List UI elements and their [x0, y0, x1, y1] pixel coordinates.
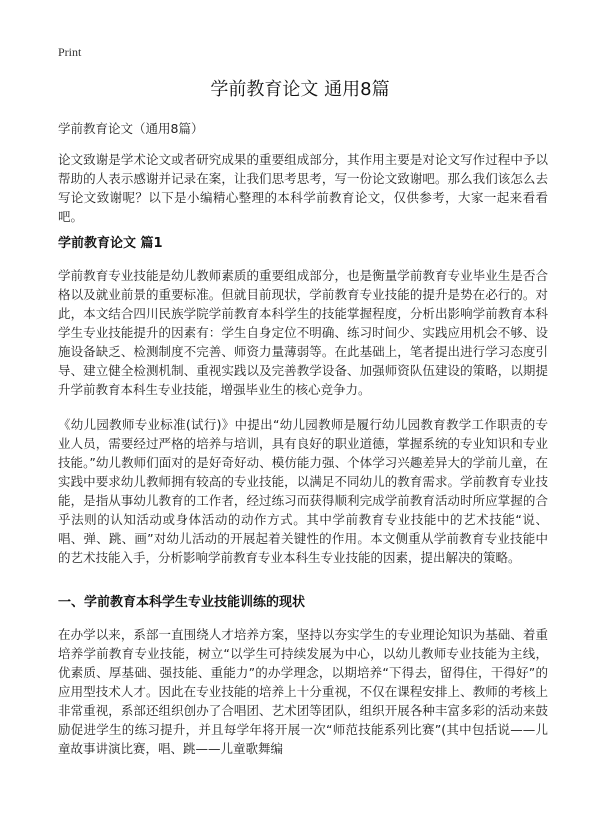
body-paragraph-3: 在办学以来，系部一直围绕人才培养方案，坚持以夯实学生的专业理论知识为基础、着重培养学前教育专业技能，树立“以学生可持续发展为中心，以幼儿教师专业技能为主线，优素质、厚基础、强技能、重能力”的办学理念，以期培养“下得去，留得住，干得好”的应用型技术人才。因此在专业技能的培养上十分重视，不仅在课程安排上、教师的考核上非常重视，系部还组织创办了合唱团、艺术团等团队，组织开展各种丰富多彩的活动来鼓励促进学生的练习提升，并且每学年将开展一次“师范技能系列比赛”(其中包括说——儿童故事讲演比赛，唱、跳——儿童歌舞编	[58, 627, 548, 756]
body-paragraph-2: 《幼儿园教师专业标准(试行)》中提出“幼儿园教师是履行幼儿园教育教学工作职责的专业人员，需要经过严格的培养与培训，具有良好的职业道德，掌握系统的专业知识和专业技能。”幼儿教师们面对的是好奇好动、模仿能力强、个体学习兴趣差异大的学前儿童，在实践中要求幼儿教师拥有较高的专业技能，以满足不同幼儿的教育需求。学前教育专业技能，是指从事幼儿教育的工作者，经过练习而获得顺利完成学前教育活动时所应掌握的合乎法则的认知活动或身体活动的动作方式。其中学前教育专业技能中的艺术技能“说、唱、弹、跳、画”对幼儿活动的开展起着关键性的作用。本文侧重从学前教育专业技能中的艺术技能入手，分析影响学前教育专业本科生专业技能的因素，提出解决的策略。	[58, 417, 548, 565]
body-paragraph-1: 学前教育专业技能是幼儿教师素质的重要组成部分，也是衡量学前教育专业毕业生是否合格以及就业前景的重要标准。但就目前现状，学前教育专业技能的提升是势在必行的。对此，本文结合四川民族学院学前教育本科学生的技能掌握程度，分析出影响学前教育本科学生专业技能提升的因素有：学生自身定位不明确、练习时间少、实践应用机会不够、设施设备缺乏、检测制度不完善、师资力量薄弱等。在此基础上，笔者提出进行学习态度引导、建立健全检测机制、重视实践以及完善教学设备、加强师资队伍建设的策略，以期提升学前教育本科生专业技能，增强毕业生的核心竞争力。	[58, 268, 548, 397]
document-subtitle: 学前教育论文（通用8篇）	[58, 121, 204, 136]
intro-paragraph: 论文致谢是学术论文或者研究成果的重要组成部分，其作用主要是对论文写作过程中予以帮助的人表示感谢并记录在案，让我们思考思考，写一份论文致谢吧。那么我们该怎么去写论文致谢呢？以下是小编精心整理的本科学前教育论文，仅供参考，大家一起来看看吧。	[58, 152, 548, 224]
page-title: 学前教育论文 通用8篇	[210, 79, 390, 100]
section-heading-1: 学前教育论文 篇1	[58, 236, 163, 251]
section-heading-2: 一、学前教育本科学生专业技能训练的现状	[58, 595, 306, 610]
print-link[interactable]: Print	[58, 45, 82, 59]
